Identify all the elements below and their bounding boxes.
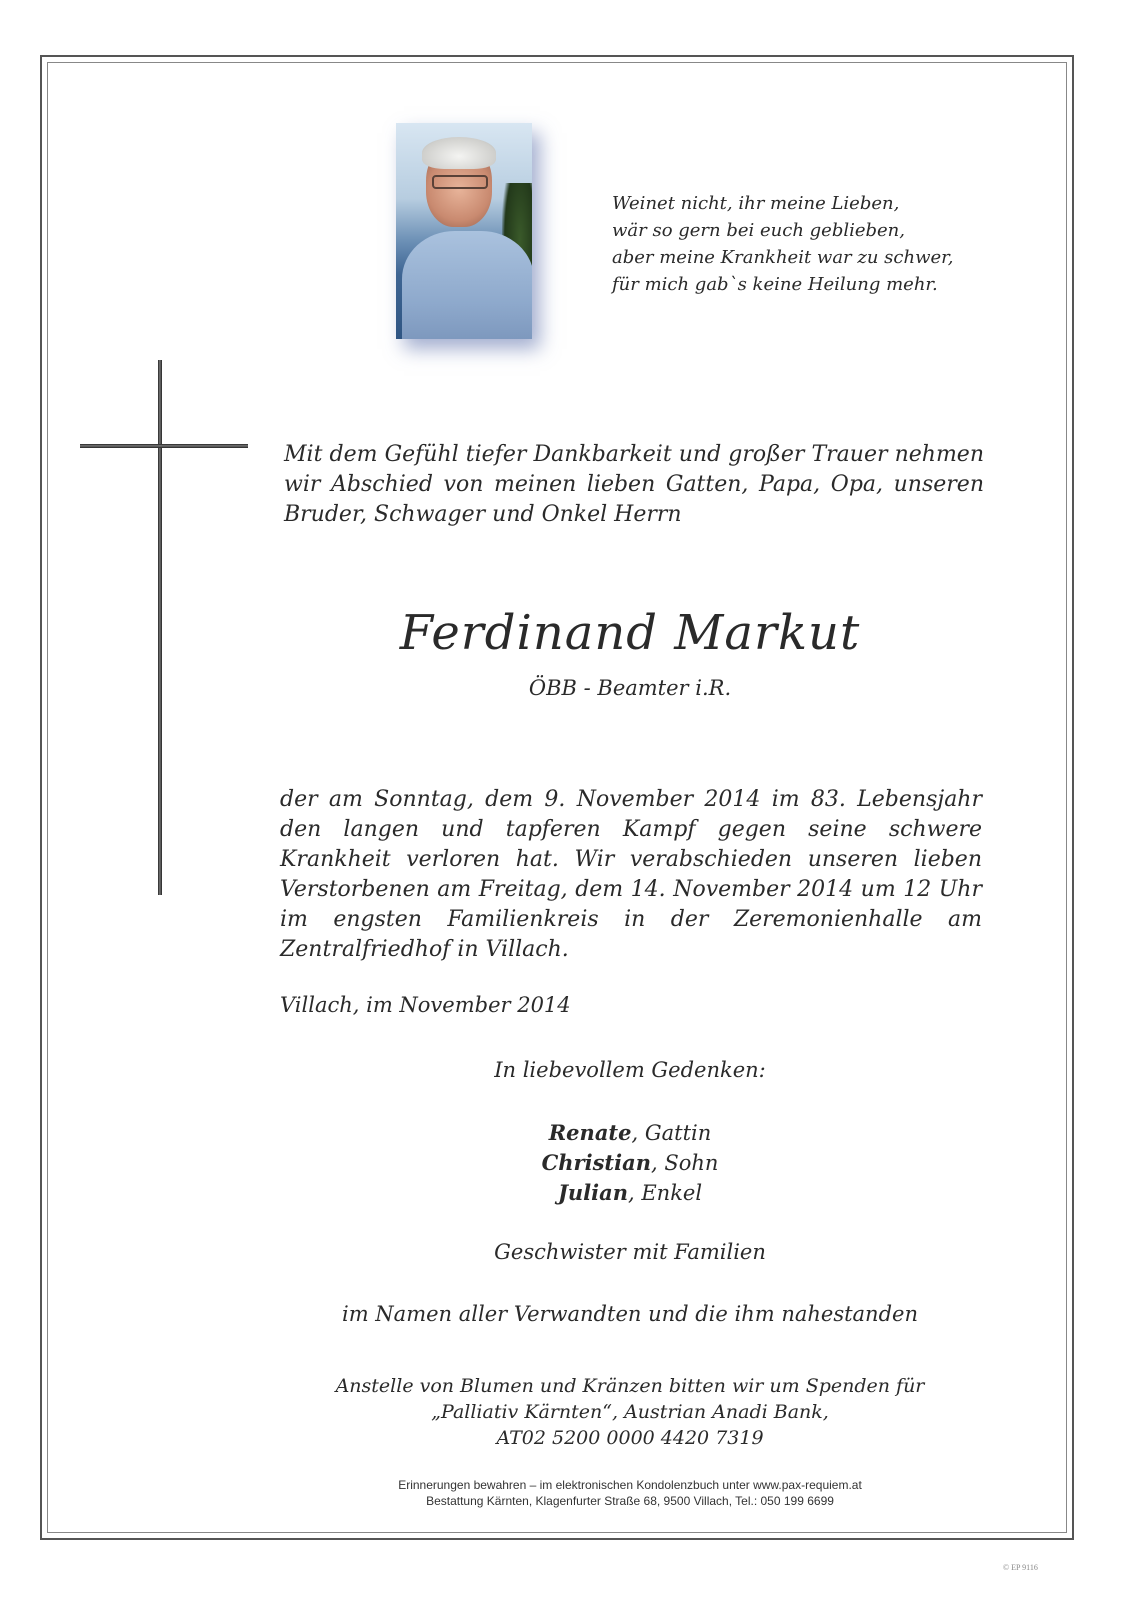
footer — [280, 1477, 980, 1509]
intro-text: Mit dem Gefühl tiefer Dankbarkeit und großer Trauer nehmen wir Abschied von meinen lieben Gatten, Papa, Opa, unseren Bruder, Schwager und Onkel Herrn — [284, 442, 984, 527]
siblings-line: Geschwister mit Familien — [494, 1240, 766, 1264]
relatives-line: im Namen aller Verwandten und die ihm nahestanden — [342, 1302, 918, 1326]
cross-icon-vertical — [158, 360, 162, 895]
footer-line: Bestattung Kärnten, Klagenfurter Straße 68, 9500 Villach, Tel.: 050 199 6699 — [426, 1494, 834, 1508]
family-member: Renate, Gattin — [548, 1120, 712, 1145]
donation-line: „Palliativ Kärnten“, Austrian Anadi Bank, — [431, 1401, 829, 1423]
poem — [612, 190, 954, 298]
place-date: Villach, im November 2014 — [280, 993, 571, 1017]
portrait-photo — [396, 123, 532, 339]
family-member: Julian, Enkel — [557, 1180, 703, 1205]
poem-line: für mich gab`s keine Heilung mehr. — [612, 274, 938, 295]
poem-line: wär so gern bei euch geblieben, — [612, 220, 906, 241]
family-member: Christian, Sohn — [541, 1150, 719, 1175]
remembrance-heading: In liebevollem Gedenken: — [494, 1058, 766, 1082]
donation-line: AT02 5200 0000 4420 7319 — [496, 1427, 764, 1449]
deceased-name: Ferdinand Markut — [399, 605, 861, 661]
print-code: © EP 9116 — [1003, 1563, 1038, 1572]
cross-icon-horizontal — [80, 444, 248, 448]
donation-request — [280, 1373, 980, 1451]
poem-line: aber meine Krankheit war zu schwer, — [612, 247, 954, 268]
footer-line: Erinnerungen bewahren – im elektronischen Kondolenzbuch unter www.pax-requiem.at — [398, 1478, 862, 1492]
deceased-title: ÖBB - Beamter i.R. — [528, 676, 732, 700]
poem-line: Weinet nicht, ihr meine Lieben, — [612, 193, 900, 214]
family-list — [280, 1118, 980, 1208]
donation-line: Anstelle von Blumen und Kränzen bitten wir um Spenden für — [335, 1375, 925, 1397]
announcement-text: der am Sonntag, dem 9. November 2014 im 83. Lebensjahr den langen und tapferen Kampf gegen seine schwere Krankheit verloren hat. Wir verabschieden unseren lieben Verstorbenen am Freitag, dem 14. November 2014 um 12 Uhr im engsten Familienkreis in der Zeremonienhalle am Zentralfriedhof in Villach. — [280, 787, 982, 962]
